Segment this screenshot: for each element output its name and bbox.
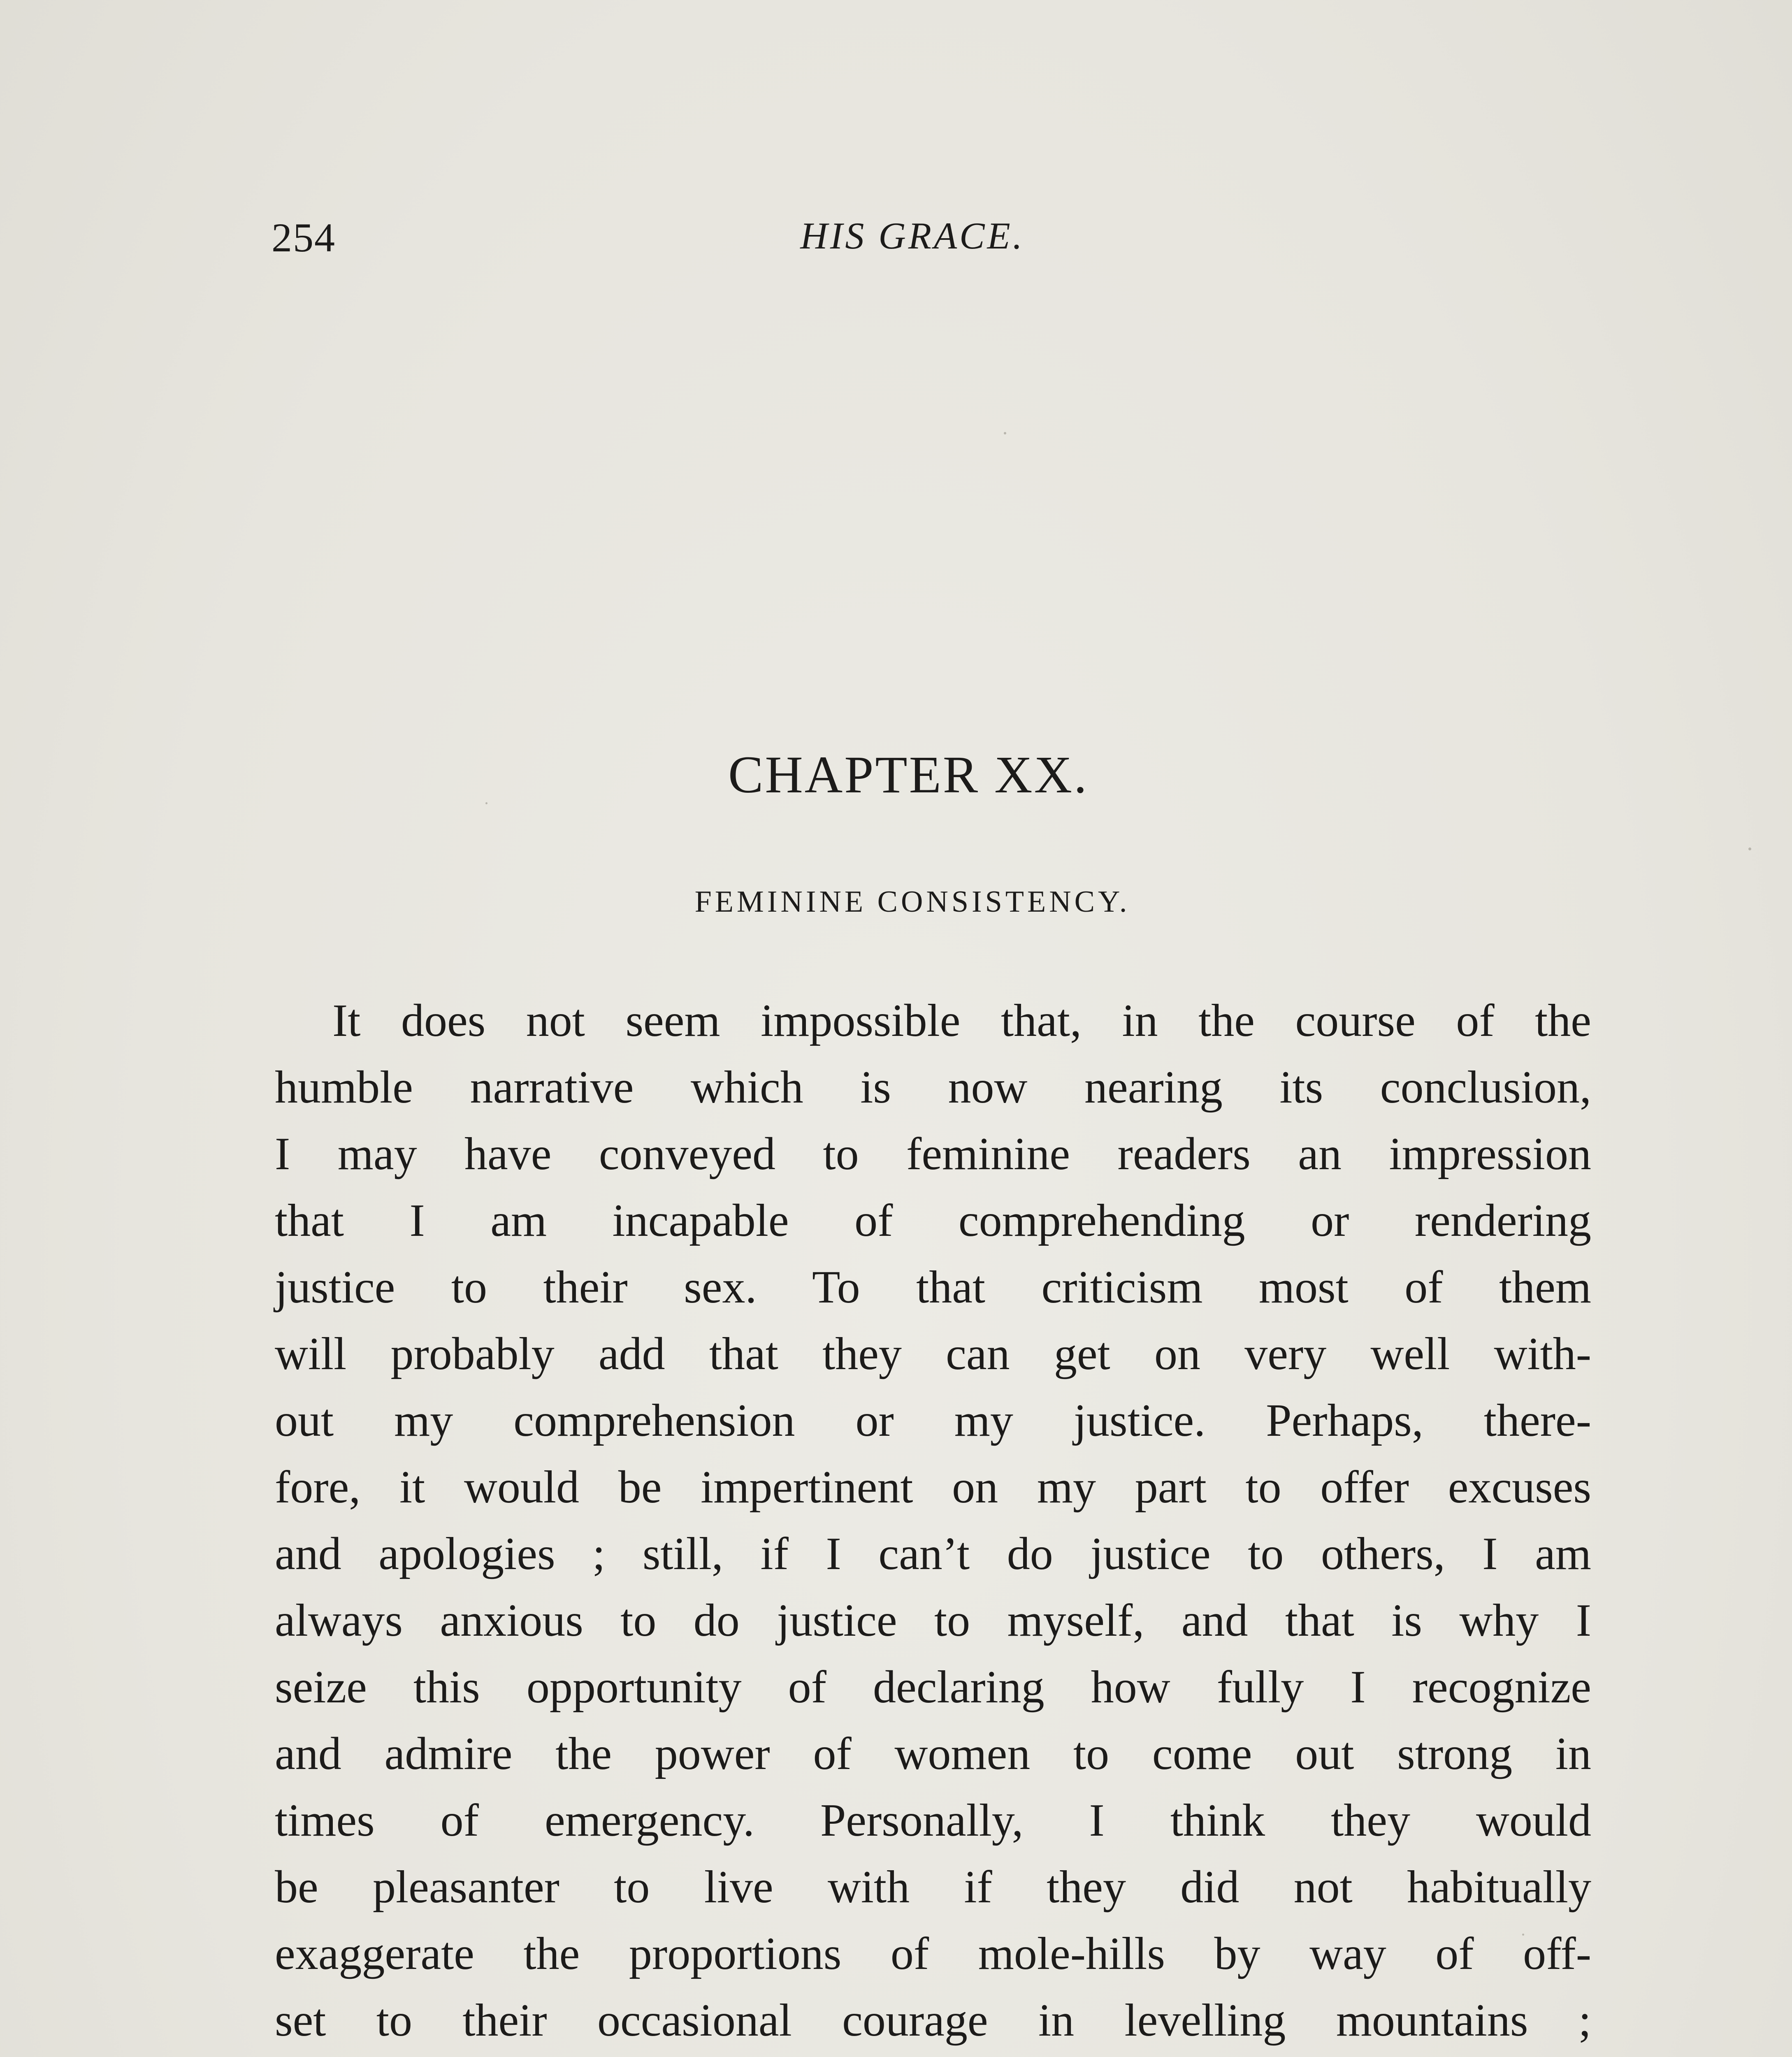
text-line: humble narrative which is now nearing its conclusion, xyxy=(275,1062,1591,1113)
text-line: be pleasanter to live with if they did not habitually xyxy=(275,1862,1591,1913)
text-line: will probably add that they can get on very well with- xyxy=(275,1328,1591,1379)
text-line: and apologies ; still, if I can’t do justice to others, I am xyxy=(275,1528,1591,1579)
text-line: times of emergency. Personally, I think they would xyxy=(275,1795,1591,1846)
text-line: justice to their sex. To that criticism most of them xyxy=(275,1262,1591,1313)
text-line: that I am incapable of comprehending or rendering xyxy=(275,1195,1591,1246)
body-paragraph xyxy=(275,987,1591,2057)
page-number: 254 xyxy=(272,215,336,260)
text-line: exaggerate the proportions of mole-hills by way of off- xyxy=(275,1928,1591,1979)
paper-speck xyxy=(1748,847,1751,850)
running-head xyxy=(0,214,1792,272)
text-line: I may have conveyed to feminine readers an impression xyxy=(275,1128,1591,1179)
text-line xyxy=(275,2054,1591,2057)
running-title: HIS GRACE. xyxy=(800,215,1025,257)
chapter-subtitle: FEMININE CONSISTENCY. xyxy=(694,885,1130,919)
chapter-title: CHAPTER XX. xyxy=(728,745,1089,804)
text-line: It does not seem impossible that, in the course of the xyxy=(332,995,1591,1046)
text-line: set to their occasional courage in levelling mountains ; xyxy=(275,1995,1591,2046)
text-line: always anxious to do justice to myself, and that is why I xyxy=(275,1595,1591,1646)
text-line: and admire the power of women to come out strong in xyxy=(275,1728,1591,1779)
paper-speck xyxy=(1004,432,1006,434)
text-line: out my comprehension or my justice. Perhaps, there- xyxy=(275,1395,1591,1446)
text-line: fore, it would be impertinent on my part to offer excuses xyxy=(275,1462,1591,1513)
text-line: seize this opportunity of declaring how fully I recognize xyxy=(275,1662,1591,1713)
